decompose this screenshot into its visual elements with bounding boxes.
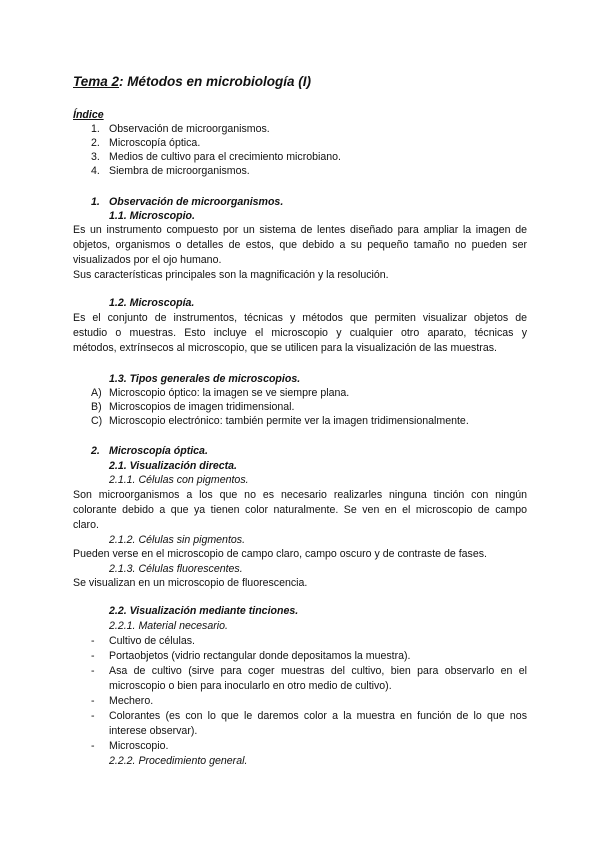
section-1-heading: 1. Observación de microorganismos.: [91, 196, 284, 208]
paragraph-line: colorante debido a que ya tienen color naturalmente. Se ven en el microscopio de campo: [73, 504, 527, 516]
paragraph-line: Sus características principales son la magnificación y la resolución.: [73, 269, 389, 281]
list-item: Asa de cultivo (sirve para coger muestras del cultivo, bien para observarlo en el: [109, 665, 527, 677]
paragraph-line: claro.: [73, 519, 99, 531]
list-item: Cultivo de células.: [109, 635, 195, 647]
bullet-dash: -: [91, 635, 95, 647]
bullet-dash: -: [91, 740, 95, 752]
section-1-1-heading: 1.1. Microscopio.: [109, 210, 195, 222]
list-item: A) Microscopio óptico: la imagen se ve siempre plana.: [91, 387, 350, 399]
paragraph-line: Son microorganismos a los que no es necesario realizarles ninguna tinción con ningún: [73, 489, 527, 501]
list-item: C) Microscopio electrónico: también permite ver la imagen tridimensionalmente.: [91, 415, 469, 427]
list-item: Colorantes (es con lo que le daremos color a la muestra en función de lo que nos: [109, 710, 527, 722]
list-item: Microscopio.: [109, 740, 169, 752]
title-tema: Tema 2: [73, 74, 120, 89]
list-item: Portaobjetos (vidrio rectangular donde depositamos la muestra).: [109, 650, 411, 662]
subsection-heading: 2.2.1. Material necesario.: [109, 620, 228, 632]
section-2-2-heading: 2.2. Visualización mediante tinciones.: [109, 605, 299, 617]
title-rest: : Métodos en microbiología (I): [119, 74, 312, 89]
paragraph-line: Pueden verse en el microscopio de campo claro, campo oscuro y de contraste de fases.: [73, 548, 487, 560]
page-title: [73, 73, 311, 91]
section-1-2-heading: 1.2. Microscopía.: [109, 297, 195, 309]
subsection-heading: 2.1.2. Células sin pigmentos.: [109, 534, 246, 546]
index-item: 4. Siembra de microorganismos.: [91, 165, 250, 177]
list-item-continued: microscopio o bien para inocularlo en otro medio de cultivo).: [109, 680, 392, 692]
subsection-heading: 2.1.1. Células con pigmentos.: [109, 474, 249, 486]
bullet-dash: -: [91, 710, 95, 722]
paragraph-line: Se visualizan en un microscopio de fluorescencia.: [73, 577, 308, 589]
list-item: Mechero.: [109, 695, 154, 707]
bullet-dash: -: [91, 695, 95, 707]
paragraph-line: métodos, extrínsecos al microscopio, que se utilicen para la visualización de las muestras.: [73, 342, 497, 354]
bullet-dash: -: [91, 665, 95, 677]
paragraph-line: Es un instrumento compuesto por un sistema de lentes diseñado para ampliar la imagen de: [73, 224, 527, 236]
paragraph-line: visualizados por el ojo humano.: [73, 254, 222, 266]
index-item: 3. Medios de cultivo para el crecimiento microbiano.: [91, 151, 341, 163]
paragraph-line: Es el conjunto de instrumentos, técnicas y métodos que permiten visualizar objetos de: [73, 312, 527, 324]
subsection-heading: 2.2.2. Procedimiento general.: [109, 755, 248, 767]
section-2-heading: 2. Microscopía óptica.: [91, 445, 208, 457]
section-2-1-heading: 2.1. Visualización directa.: [109, 460, 237, 472]
section-1-3-heading: 1.3. Tipos generales de microscopios.: [109, 373, 301, 385]
paragraph-line: estudio o muestras. Esto incluye el microscopio y cualquier otro aparato, técnicas y: [73, 327, 527, 339]
index-heading: Índice: [73, 109, 104, 121]
paragraph-line: objetos, organismos o detalles de estos, que debido a su pequeño tamaño no pueden ser: [73, 239, 527, 251]
index-item: 1. Observación de microorganismos.: [91, 123, 270, 135]
bullet-dash: -: [91, 650, 95, 662]
subsection-heading: 2.1.3. Células fluorescentes.: [109, 563, 243, 575]
list-item-continued: interese observar).: [109, 725, 198, 737]
index-item: 2. Microscopía óptica.: [91, 137, 201, 149]
list-item: B) Microscopios de imagen tridimensional.: [91, 401, 295, 413]
